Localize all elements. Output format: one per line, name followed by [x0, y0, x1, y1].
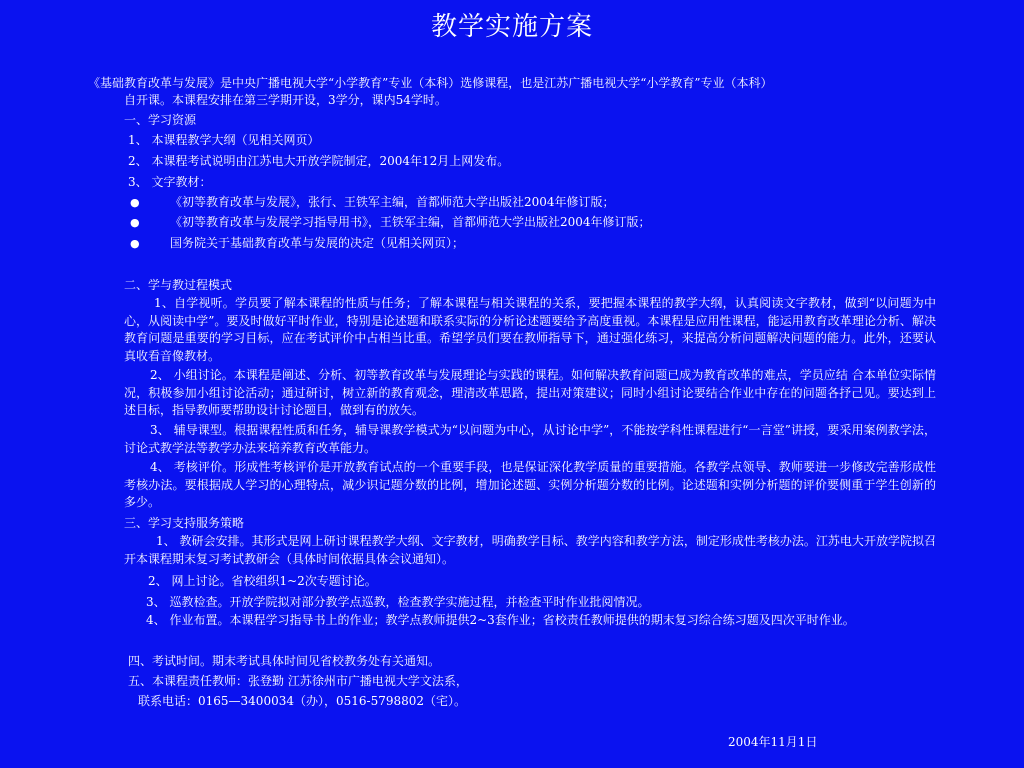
section2-paragraph-1: 1、自学视听。学员要了解本课程的性质与任务；了解本课程与相关课程的关系，要把握本课程的教学大纲，认真阅读文字教材，做到“以问题为中心，从阅读中学”。要及时做好平时作业，特别是论述题和联系实际的分析论述题要给予高度重视。本课程是应用性课程，能运用教育改革理论分析、解决教育问题是重要的学习目标，应在考试评价中占相当比重。希望学员们要在教师指导下，通过强化练习，来提高分析问题解决问题的能力。此外，还要认真收看音像教材。	[124, 296, 936, 363]
section1-item-1: 1、 本课程教学大纲（见相关网页）	[128, 133, 320, 147]
section1-item-3: 3、 文字教材：	[128, 175, 212, 189]
section3-paragraph-1: 1、 教研会安排。其形式是网上研讨课程教学大纲、文字教材，明确教学目标、教学内容和教学方法，制定形成性考核办法。江苏电大开放学院拟召开本课程期末复习考试教研会（具体时间依据具体会议通知）。	[124, 534, 936, 566]
section1-heading: 一、学习资源	[124, 113, 197, 127]
bullet-text: 《初等教育改革与发展》，张行、王铁军主编，首都师范大学出版社2004年修订版；	[170, 195, 615, 209]
section1-bullet-item-3	[130, 235, 464, 252]
section2-heading: 二、学与教过程模式	[124, 278, 233, 292]
bullet-icon: ●	[130, 216, 140, 229]
section3-paragraph-3: 3、 巡教检查。开放学院拟对部分教学点巡教，检查教学实施过程，并检查平时作业批阅情况。	[146, 595, 650, 609]
bullet-text: 《初等教育改革与发展学习指导用书》，王铁军主编，首都师范大学出版社2004年修订版；	[170, 215, 651, 229]
section3-paragraph-2: 2、 网上讨论。省校组织1~2次专题讨论。	[148, 574, 377, 588]
section3-paragraph-4: 4、 作业布置。本课程学习指导书上的作业；教学点教师提供2~3套作业；省校责任教师提供的期末复习综合练习题及四次平时作业。	[146, 613, 855, 627]
intro-line-1: 《基础教育改革与发展》是中央广播电视大学“小学教育”专业（本科）选修课程，也是江苏广播电视大学“小学教育”专业（本科）	[88, 76, 773, 90]
intro-line-2: 自开课。本课程安排在第三学期开设，3学分，课内54学时。	[124, 93, 447, 107]
section2-paragraph-4: 4、 考核评价。形成性考核评价是开放教育试点的一个重要手段，也是保证深化教学质量的重要措施。各教学点领导、教师要进一步修改完善形成性考核办法。要根据成人学习的心理特点，减少识记题分数的比例，增加论述题、实例分析题分数的比例。论述题和实例分析题的评价要侧重于学生创新的多少。	[124, 460, 936, 509]
section1-bullet-item-2	[130, 214, 651, 231]
section4-exam-time: 四、考试时间。期末考试具体时间见省校教务处有关通知。	[128, 654, 441, 668]
section3-heading: 三、学习支持服务策略	[124, 516, 245, 530]
bullet-icon: ●	[130, 237, 140, 250]
page-title: 教学实施方案	[430, 12, 593, 42]
bullet-icon: ●	[130, 196, 140, 209]
document-date: 2004年11月1日	[728, 735, 818, 749]
section2-paragraph-3: 3、 辅导课型。根据课程性质和任务，辅导课教学模式为“以问题为中心，从讨论中学”，不能按学科性课程进行“一言堂”讲授，要采用案例教学法，讨论式教学法等教学办法来培养教育改革能力。	[124, 423, 936, 455]
section5-contact: 联系电话：0165—3400034（办），0516-5798802（宅）。	[138, 694, 467, 708]
section1-item-2: 2、 本课程考试说明由江苏电大开放学院制定，2004年12月上网发布。	[128, 154, 510, 168]
section5-instructor: 五、本课程责任教师：张登勤 江苏徐州市广播电视大学文法系，	[128, 674, 468, 688]
section2-paragraph-2: 2、 小组讨论。本课程是阐述、分析、初等教育改革与发展理论与实践的课程。如何解决教育问题已成为教育改革的难点，学员应结 合本单位实际情况，积极参加小组讨论活动；通过研讨，树立新的教育观念，理清改革思路，提出对策建议；同时小组讨论要结合作业中存在的问题各抒己见。要达到上述目标，指导教师要帮助设计讨论题目，做到有的放矢。	[124, 368, 936, 417]
section1-bullet-item-1	[130, 194, 615, 211]
bullet-text: 国务院关于基础教育改革与发展的决定（见相关网页）；	[170, 236, 465, 250]
